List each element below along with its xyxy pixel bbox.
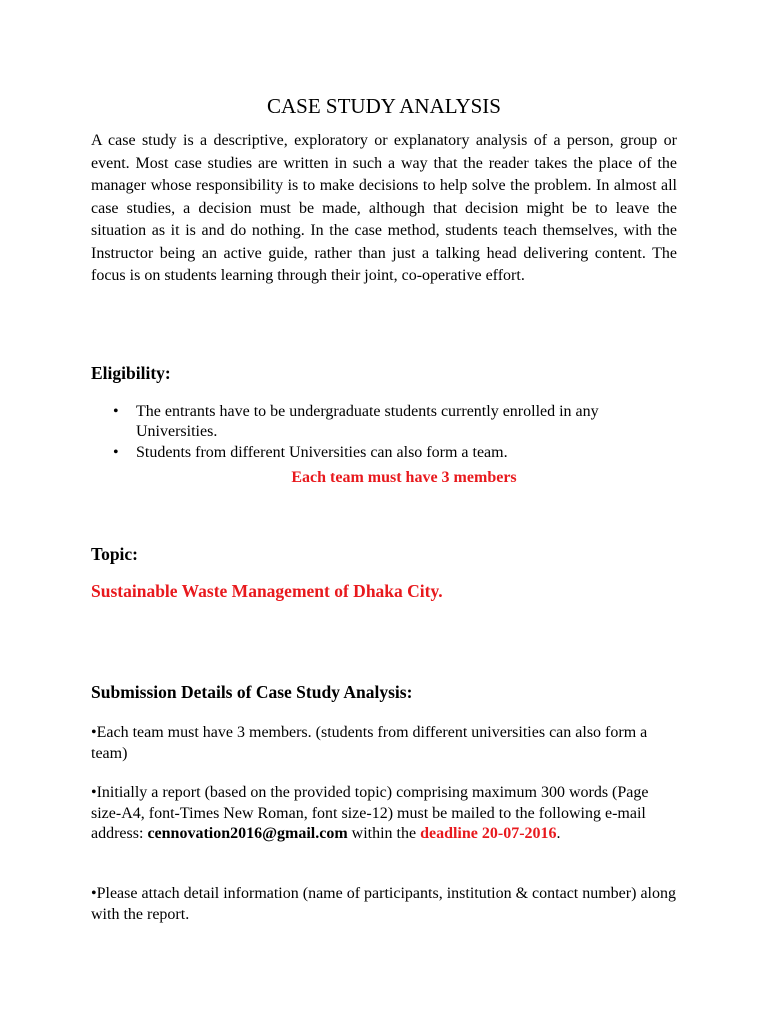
bullet-icon: •	[113, 403, 119, 420]
email-address: cennovation2016@gmail.com	[147, 825, 348, 842]
page-title: CASE STUDY ANALYSIS	[267, 94, 501, 118]
report-text-end: .	[556, 825, 561, 842]
eligibility-list	[91, 402, 677, 464]
submission-paragraph-report	[91, 783, 677, 845]
submission-paragraph-members: •Each team must have 3 members. (students from different universities can also form a team)	[91, 724, 648, 762]
submission-paragraph-attach: •Please attach detail information (name of participants, institution & contact number) along with the report.	[91, 885, 676, 923]
list-item	[91, 443, 677, 463]
bullet-icon: •	[113, 444, 119, 461]
eligibility-heading: Eligibility:	[91, 363, 171, 383]
report-text-mid: within the	[347, 825, 421, 842]
topic-heading: Topic:	[91, 544, 139, 564]
submission-heading: Submission Details of Case Study Analysis:	[91, 682, 413, 702]
team-note: Each team must have 3 members	[291, 469, 517, 486]
list-item-text: The entrants have to be undergraduate students currently enrolled in any Universities.	[136, 403, 599, 440]
report-text: •Initially a report (based on the provided topic) comprising maximum 300 words (Page size-A4, font-Times New Roman, font size-12) must be mailed to the following e-mail address:	[91, 784, 649, 842]
list-item	[91, 402, 677, 442]
topic-text: Sustainable Waste Management of Dhaka City.	[91, 581, 443, 601]
list-item-text: Students from different Universities can also form a team.	[136, 444, 508, 461]
intro-paragraph: A case study is a descriptive, exploratory or explanatory analysis of a person, group or event. Most case studies are written in such a way that the reader takes the place of the manager whose responsibility is to make decisions to help solve the problem. In almost all case studies, a decision must be made, although that decision might be to leave the situation as it is and do nothing. In the case method, students teach themselves, with the Instructor being an active guide, rather than just a talking head delivering content. The focus is on students learning through their joint, co-operative effort.	[91, 132, 677, 284]
deadline-text: deadline 20-07-2016	[420, 825, 557, 842]
